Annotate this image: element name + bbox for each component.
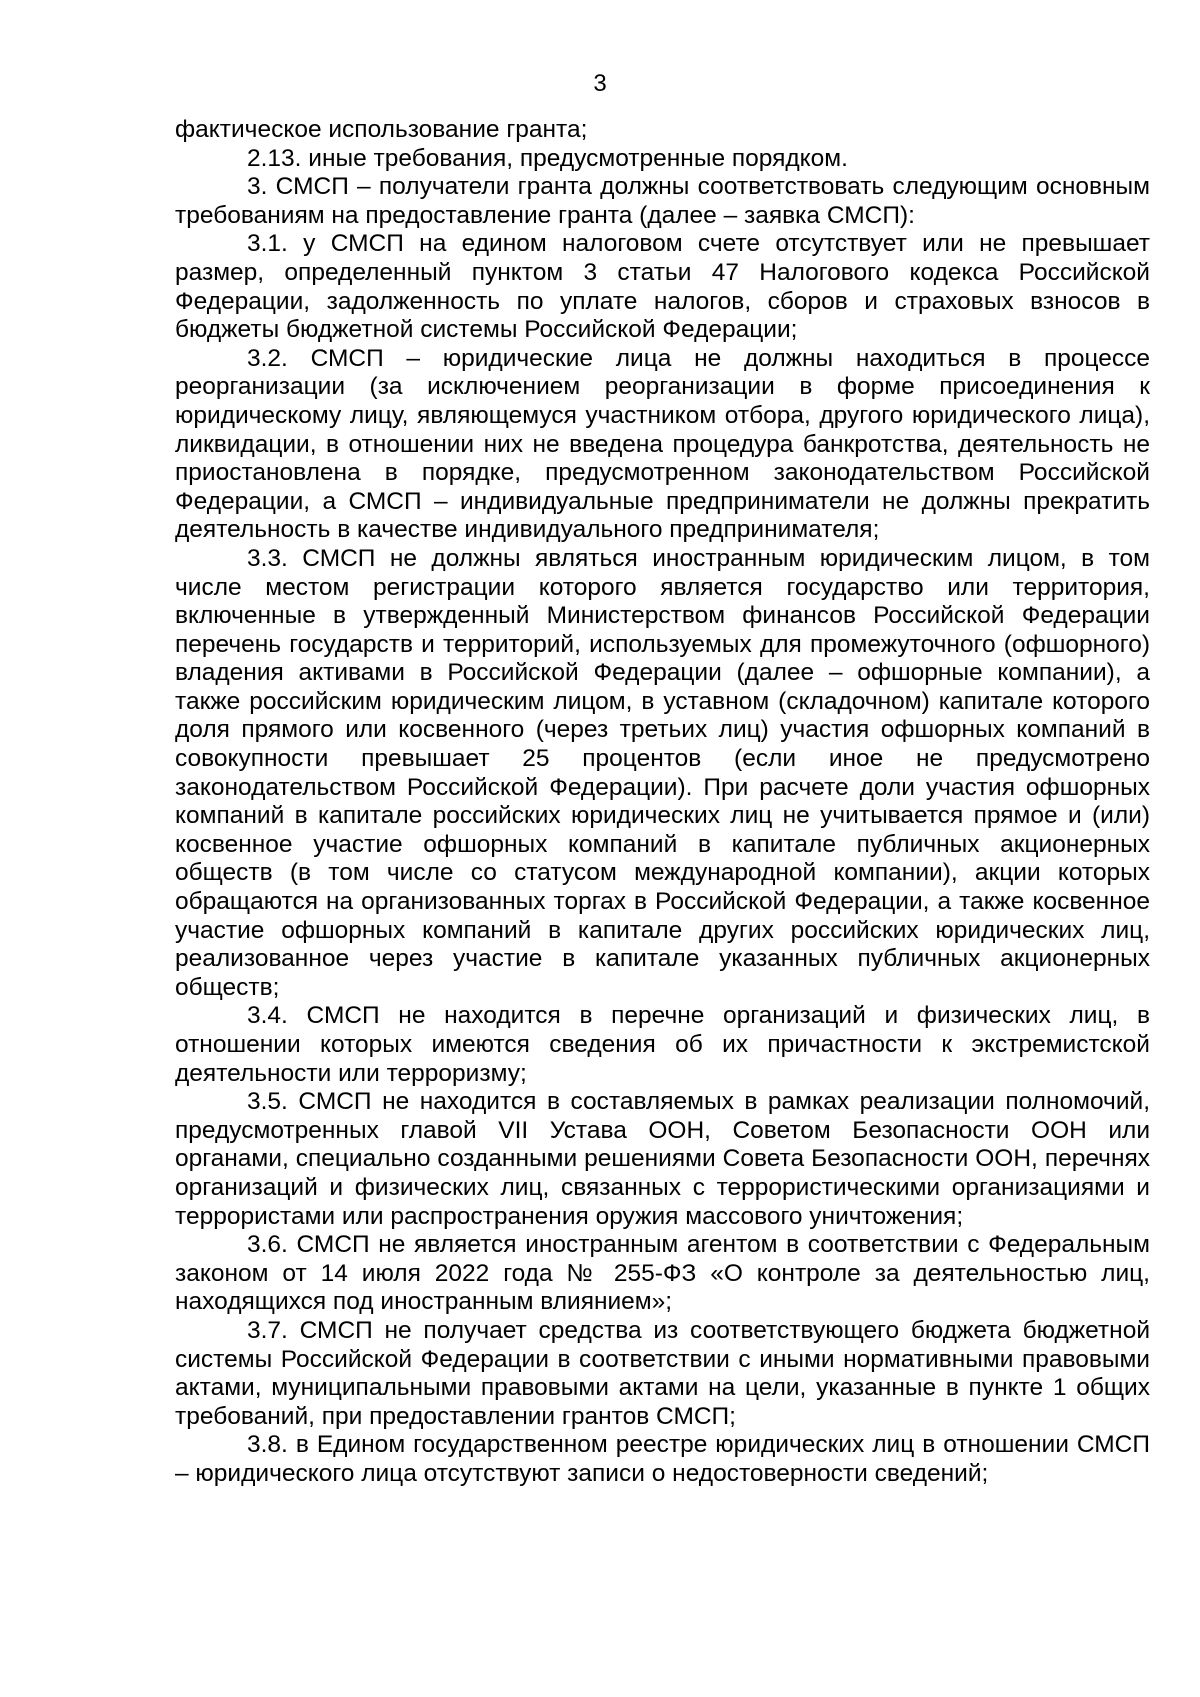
paragraph: 3.6. СМСП не является иностранным агентом в соответствии с Федеральным законом от 14 июля 2022 года № 255-ФЗ «О контроле за деятельностью лиц, находящихся под иностранным влиянием»;: [175, 1231, 1150, 1316]
paragraph: фактическое использование гранта;: [175, 116, 588, 143]
paragraph: 3.2. СМСП – юридические лица не должны находиться в процессе реорганизации (за исключением реорганизации в форме присоединения к юридическому лицу, являющемуся участником отбора, другого юридического лица), ликвидации, в отношении них не введена процедура банкротства, деятельность не приостановлена в порядке, предусмотренном законодательством Российской Федерации, а СМСП – индивидуальные предприниматели не должны прекратить деятельность в качестве индивидуального предпринимателя;: [175, 344, 1150, 544]
paragraph: 3.4. СМСП не находится в перечне организаций и физических лиц, в отношении которых имеются сведения об их причастности к экстремистской деятельности или терроризму;: [175, 1002, 1150, 1087]
paragraph: 3.3. СМСП не должны являться иностранным юридическим лицом, в том числе местом регистрации которого является государство или территория, включенные в утвержденный Министерством финансов Российской Федерации перечень государств и территорий, используемых для промежуточного (офшорного) владения активами в Российской Федерации (далее – офшорные компании), а также российским юридическим лицом, в уставном (складочном) капитале которого доля прямого или косвенного (через третьих лиц) участия офшорных компаний в совокупности превышает 25 процентов (если иное не предусмотрено законодательством Российской Федерации). При расчете доли участия офшорных компаний в капитале российских юридических лиц не учитывается прямое и (или) косвенное участие офшорных компаний в капитале публичных акционерных обществ (в том числе со статусом международной компании), акции которых обращаются на организованных торгах в Российской Федерации, а также косвенное участие офшорных компаний в капитале других российских юридических лиц, реализованное через участие в капитале указанных публичных акционерных обществ;: [175, 544, 1150, 1001]
paragraph: 3.5. СМСП не находится в составляемых в рамках реализации полномочий, предусмотренных главой VII Устава ООН, Советом Безопасности ООН или органами, специально созданными решениями Совета Безопасности ООН, перечнях организаций и физических лиц, связанных с террористическими организациями и террористами или распространения оружия массового уничтожения;: [175, 1088, 1150, 1230]
paragraph: 3. СМСП – получатели гранта должны соответствовать следующим основным требованиям на предоставление гранта (далее – заявка СМСП):: [175, 173, 1150, 229]
paragraph: 3.8. в Едином государственном реестре юридических лиц в отношении СМСП – юридического лица отсутствуют записи о недостоверности сведений;: [175, 1431, 1150, 1487]
paragraph: 3.1. у СМСП на едином налоговом счете отсутствует или не превышает размер, определенный пунктом 3 статьи 47 Налогового кодекса Российской Федерации, задолженность по уплате налогов, сборов и страховых взносов в бюджеты бюджетной системы Российской Федерации;: [175, 230, 1150, 344]
paragraph: 2.13. иные требования, предусмотренные порядком.: [247, 144, 848, 172]
page-number: 3: [593, 70, 607, 97]
paragraph: 3.7. СМСП не получает средства из соответствующего бюджета бюджетной системы Российской Федерации в соответствии с иными нормативными правовыми актами, муниципальными правовыми актами на цели, указанные в пункте 1 общих требований, при предоставлении грантов СМСП;: [175, 1316, 1150, 1430]
document-body: [175, 116, 1150, 1489]
